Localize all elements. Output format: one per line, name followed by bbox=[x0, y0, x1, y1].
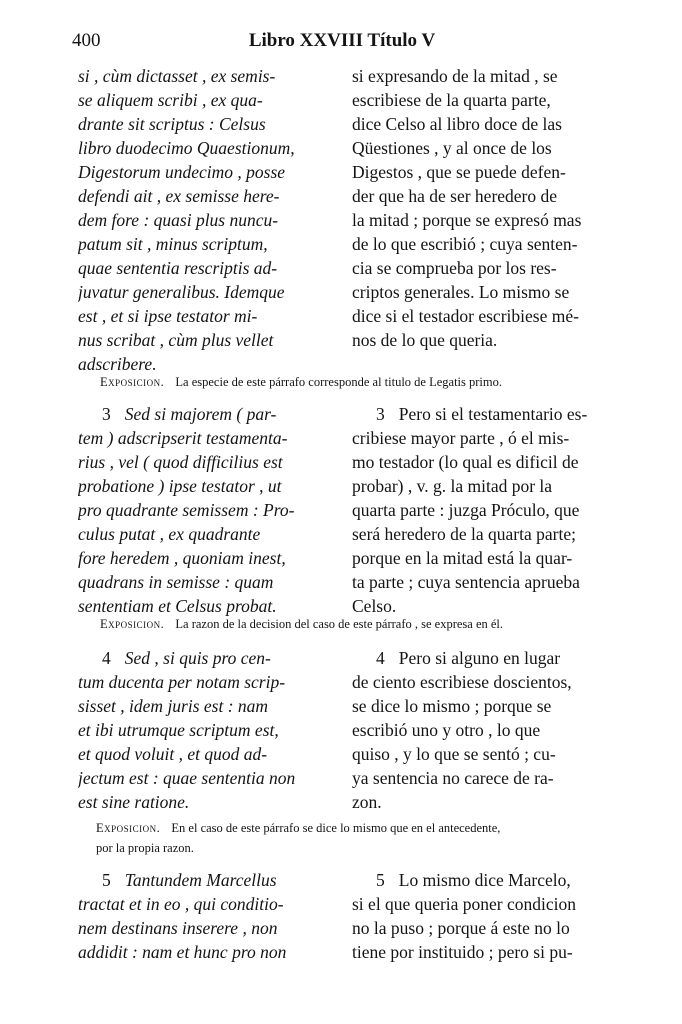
latin-line: probatione ) ipse testator , ut bbox=[78, 476, 282, 496]
spanish-line: Digestos , que se puede defen- bbox=[352, 162, 566, 182]
spanish-line: dice si el testador escribiese mé- bbox=[352, 306, 579, 326]
page-header bbox=[72, 30, 612, 60]
page-number: 400 bbox=[72, 30, 101, 51]
latin-line: pro quadrante semissem : Pro- bbox=[78, 500, 295, 520]
spanish-line: si el que queria poner condicion bbox=[352, 894, 577, 914]
latin-text: Sed si majorem ( par- bbox=[124, 404, 277, 424]
spanish-line bbox=[352, 868, 608, 892]
latin-line bbox=[78, 646, 336, 670]
latin-line: se aliquem scribi , ex qua- bbox=[78, 90, 263, 110]
spanish-line: zon. bbox=[352, 792, 382, 812]
latin-line: nem destinans inserere , non bbox=[78, 918, 278, 938]
latin-line: quae sententia rescriptis ad- bbox=[78, 258, 278, 278]
latin-line: dem fore : quasi plus nuncu- bbox=[78, 210, 279, 230]
spanish-line: de lo que escribió ; cuya senten- bbox=[352, 234, 578, 254]
latin-line: rius , vel ( quod difficilius est bbox=[78, 452, 283, 472]
spanish-line: la mitad ; porque se expresó mas bbox=[352, 210, 582, 230]
spanish-line: der que ha de ser heredero de bbox=[352, 186, 558, 206]
spanish-line: tiene por instituido ; pero si pu- bbox=[352, 942, 573, 962]
spanish-text: Pero si alguno en lugar bbox=[398, 648, 561, 668]
spanish-line: será heredero de la quarta parte; bbox=[352, 524, 576, 544]
section4-latin-column bbox=[78, 646, 336, 814]
latin-line: Digestorum undecimo , posse bbox=[78, 162, 286, 182]
latin-line: culus putat , ex quadrante bbox=[78, 524, 261, 544]
latin-line: quadrans in semisse : quam bbox=[78, 572, 274, 592]
latin-line: est sine ratione. bbox=[78, 792, 190, 812]
spanish-line: probar) , v. g. la mitad por la bbox=[352, 476, 553, 496]
spanish-line bbox=[352, 402, 608, 426]
exposicion-note bbox=[96, 818, 612, 858]
section4-spanish-column bbox=[352, 646, 608, 814]
latin-line: nus scribat , cùm plus vellet bbox=[78, 330, 274, 350]
exposicion-text: La razon de la decision del caso de este párrafo , se expresa en él. bbox=[175, 617, 504, 631]
exposicion-label: Exposicion. bbox=[96, 821, 161, 835]
spanish-line: criptos generales. Lo mismo se bbox=[352, 282, 570, 302]
latin-line: et ibi utrumque scriptum est, bbox=[78, 720, 279, 740]
spanish-line: no la puso ; porque á este no lo bbox=[352, 918, 570, 938]
latin-line: et quod voluit , et quod ad- bbox=[78, 744, 268, 764]
latin-line: adscribere. bbox=[78, 354, 157, 374]
latin-line: tum ducenta per notam scrip- bbox=[78, 672, 286, 692]
latin-line: si , cùm dictasset , ex semis- bbox=[78, 66, 276, 86]
latin-line: defendi ait , ex semisse here- bbox=[78, 186, 280, 206]
spanish-line: dice Celso al libro doce de las bbox=[352, 114, 562, 134]
exposicion-label: Exposicion. bbox=[100, 617, 165, 631]
paragraph-number: 4 bbox=[102, 648, 111, 668]
latin-line: juvatur generalibus. Idemque bbox=[78, 282, 285, 302]
spanish-line: escribió uno y otro , lo que bbox=[352, 720, 541, 740]
section3-latin-column bbox=[78, 402, 336, 618]
spanish-text: Lo mismo dice Marcelo, bbox=[398, 870, 571, 890]
spanish-line: nos de lo que queria. bbox=[352, 330, 498, 350]
exposicion-text: En el caso de este párrafo se dice lo mismo que en el antecedente, bbox=[171, 821, 501, 835]
latin-line: fore heredem , quoniam inest, bbox=[78, 548, 286, 568]
latin-line: sisset , idem juris est : nam bbox=[78, 696, 269, 716]
latin-line bbox=[78, 402, 336, 426]
latin-text: Sed , si quis pro cen- bbox=[124, 648, 271, 668]
latin-line: jectum est : quae sententia non bbox=[78, 768, 296, 788]
exposicion-note bbox=[100, 614, 612, 634]
latin-line: tractat et in eo , qui conditio- bbox=[78, 894, 284, 914]
exposicion-text: La especie de este párrafo corresponde al titulo de Legatis primo. bbox=[175, 375, 503, 389]
paragraph-number: 5 bbox=[376, 870, 385, 890]
latin-line: drante sit scriptus : Celsus bbox=[78, 114, 266, 134]
exposicion-text: por la propia razon. bbox=[96, 841, 194, 855]
section3-spanish-column bbox=[352, 402, 608, 618]
spanish-line: Celso. bbox=[352, 596, 397, 616]
spanish-line: Qüestiones , y al once de los bbox=[352, 138, 552, 158]
latin-line: sententiam et Celsus probat. bbox=[78, 596, 277, 616]
latin-line: addidit : nam et hunc pro non bbox=[78, 942, 287, 962]
exposicion-label: Exposicion. bbox=[100, 375, 165, 389]
section1-spanish-column bbox=[352, 64, 608, 352]
latin-line: est , et si ipse testator mi- bbox=[78, 306, 258, 326]
paragraph-number: 3 bbox=[102, 404, 111, 424]
spanish-line: porque en la mitad está la quar- bbox=[352, 548, 573, 568]
latin-line bbox=[78, 868, 336, 892]
spanish-line: mo testador (lo qual es dificil de bbox=[352, 452, 579, 472]
spanish-line: cia se comprueba por los res- bbox=[352, 258, 557, 278]
spanish-line: ta parte ; cuya sentencia aprueba bbox=[352, 572, 580, 592]
exposicion-note bbox=[100, 372, 612, 392]
spanish-text: Pero si el testamentario es- bbox=[398, 404, 588, 424]
spanish-line: de ciento escribiese doscientos, bbox=[352, 672, 572, 692]
section1-latin-column bbox=[78, 64, 336, 376]
spanish-line bbox=[352, 646, 608, 670]
paragraph-number: 4 bbox=[376, 648, 385, 668]
latin-line: patum sit , minus scriptum, bbox=[78, 234, 268, 254]
spanish-line: ya sentencia no carece de ra- bbox=[352, 768, 554, 788]
paragraph-number: 3 bbox=[376, 404, 385, 424]
latin-text: Tantundem Marcellus bbox=[124, 870, 277, 890]
running-title: Libro XXVIII Título V bbox=[248, 30, 436, 51]
spanish-line: escribiese de la quarta parte, bbox=[352, 90, 551, 110]
section5-latin-column bbox=[78, 868, 336, 964]
paragraph-number: 5 bbox=[102, 870, 111, 890]
spanish-line: se dice lo mismo ; porque se bbox=[352, 696, 552, 716]
section5-spanish-column bbox=[352, 868, 608, 964]
latin-line: libro duodecimo Quaestionum, bbox=[78, 138, 295, 158]
spanish-line: cribiese mayor parte , ó el mis- bbox=[352, 428, 570, 448]
spanish-line: quarta parte : juzga Próculo, que bbox=[352, 500, 580, 520]
spanish-line: si expresando de la mitad , se bbox=[352, 66, 558, 86]
latin-line: tem ) adscripserit testamenta- bbox=[78, 428, 288, 448]
spanish-line: quiso , y lo que se sentó ; cu- bbox=[352, 744, 556, 764]
exposicion-line bbox=[96, 818, 612, 838]
